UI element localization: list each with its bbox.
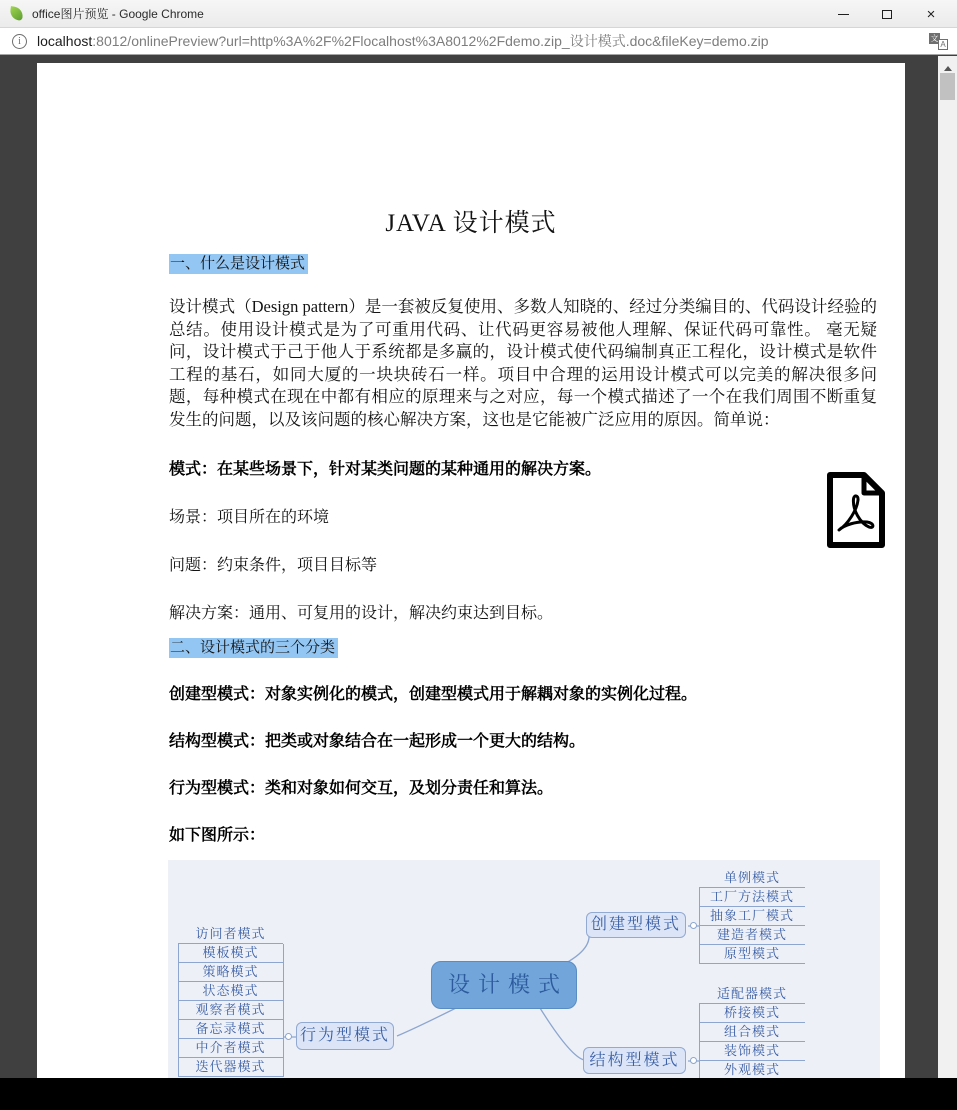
bracket-line — [283, 944, 284, 1077]
mindmap-leaf: 原型模式 — [699, 945, 805, 964]
section-heading-1 — [169, 252, 877, 273]
mindmap-leaf: 桥接模式 — [699, 1004, 805, 1023]
pdf-download-button[interactable] — [822, 470, 888, 550]
behavioral-definition: 行为型模式：类和对象如何交互，及划分责任和算法。 — [169, 779, 554, 797]
page-info-icon[interactable]: i — [12, 34, 27, 49]
creational-definition: 创建型模式：对象实例化的模式，创建型模式用于解耦对象的实例化过程。 — [169, 685, 698, 703]
mindmap-leaf: 工厂方法模式 — [699, 888, 805, 907]
url-field[interactable] — [37, 31, 923, 51]
mindmap-leaf: 中介者模式 — [178, 1039, 283, 1058]
url-host: localhost — [37, 33, 93, 49]
close-icon: × — [926, 5, 936, 23]
mindmap-leaf: 备忘录模式 — [178, 1020, 283, 1039]
document-title: JAVA 设计模式 — [385, 210, 557, 237]
preview-content-area — [0, 56, 957, 1078]
mindmap-node-structural: 结构型模式 — [583, 1047, 686, 1074]
mindmap-leaf: 观察者模式 — [178, 1001, 283, 1020]
minimize-button[interactable] — [821, 0, 865, 28]
bracket-line — [699, 888, 700, 964]
bracket-line — [699, 1004, 700, 1078]
triangle-up-icon — [944, 62, 952, 71]
window-controls — [821, 0, 953, 28]
mindmap-leaf: 状态模式 — [178, 982, 283, 1001]
mindmap-leaf: 单例模式 — [699, 869, 805, 888]
problem-definition: 问题：约束条件，项目目标等 — [169, 556, 378, 574]
section-heading-2 — [169, 636, 877, 657]
mindmap-leaf: 适配器模式 — [699, 985, 805, 1004]
mindmap-root-node: 设计模式 — [431, 961, 577, 1009]
intro-paragraph: 设计模式（Design pattern）是一套被反复使用、多数人知晓的、经过分类编目的、代码设计经验的总结。使用设计模式是为了可重用代码、让代码更容易被他人理解、保证代码可靠性。 毫无疑问，设计模式于己于他人于系统都是多赢的，设计模式使代码编制真正工程化，设计模式是软件工程的基石，如同大厦的一块块砖石一样。项目中合理的运用设计模式可以完美的解决很多问题，每种模式在现在中都有相应的原理来与之对应，每一个模式描述了一个在我们周围不断重复发生的问题，以及该问题的核心解决方案，这也是它能被广泛应用的原因。简单说： — [169, 297, 877, 429]
url-path: :8012/onlinePreview?url=http%3A%2F%2Flocalhost%3A8012%2Fdemo.zip_设计模式.doc&fileKey=demo.zip — [92, 33, 769, 49]
title-bar — [0, 0, 957, 28]
window-title: office图片预览 - Google Chrome — [32, 7, 204, 21]
branch-toggle-icon — [285, 1033, 292, 1040]
mindmap-leaf: 访问者模式 — [178, 925, 283, 944]
translate-icon[interactable]: 文 A — [929, 33, 948, 50]
mindmap-leaf: 建造者模式 — [699, 926, 805, 945]
spring-leaf-icon — [9, 6, 25, 22]
mindmap-leaf: 模板模式 — [178, 944, 283, 963]
design-patterns-mindmap-image — [168, 860, 880, 1078]
mindmap-leaf: 装饰模式 — [699, 1042, 805, 1061]
document-page — [37, 63, 905, 1078]
mindmap-leaf: 抽象工厂模式 — [699, 907, 805, 926]
solution-definition: 解决方案：通用、可复用的设计，解决约束达到目标。 — [169, 604, 554, 622]
branch-toggle-icon — [690, 922, 697, 929]
maximize-button[interactable] — [865, 0, 909, 28]
mindmap-node-behavioral: 行为型模式 — [296, 1022, 394, 1050]
mindmap-leaf: 组合模式 — [699, 1023, 805, 1042]
mindmap-leaf: 策略模式 — [178, 963, 283, 982]
mindmap-leaf: 外观模式 — [699, 1061, 805, 1078]
highlighted-heading: 二、设计模式的三个分类 — [169, 638, 338, 658]
pattern-definition: 模式：在某些场景下，针对某类问题的某种通用的解决方案。 — [169, 460, 602, 478]
mindmap-node-creational: 创建型模式 — [586, 912, 686, 938]
structural-definition: 结构型模式：把类或对象结合在一起形成一个更大的结构。 — [169, 732, 586, 750]
vertical-scrollbar[interactable] — [938, 56, 957, 1078]
mindmap-leaf: 迭代器模式 — [178, 1058, 283, 1077]
address-bar — [0, 28, 957, 55]
bracket-line — [178, 944, 179, 1077]
scrollbar-thumb[interactable] — [940, 73, 955, 100]
pdf-file-icon — [822, 470, 888, 550]
highlighted-heading: 一、什么是设计模式 — [169, 254, 308, 274]
figure-caption: 如下图所示： — [169, 826, 266, 844]
branch-toggle-icon — [690, 1057, 697, 1064]
close-button[interactable] — [909, 0, 953, 28]
scene-definition: 场景：项目所在的环境 — [169, 508, 330, 526]
